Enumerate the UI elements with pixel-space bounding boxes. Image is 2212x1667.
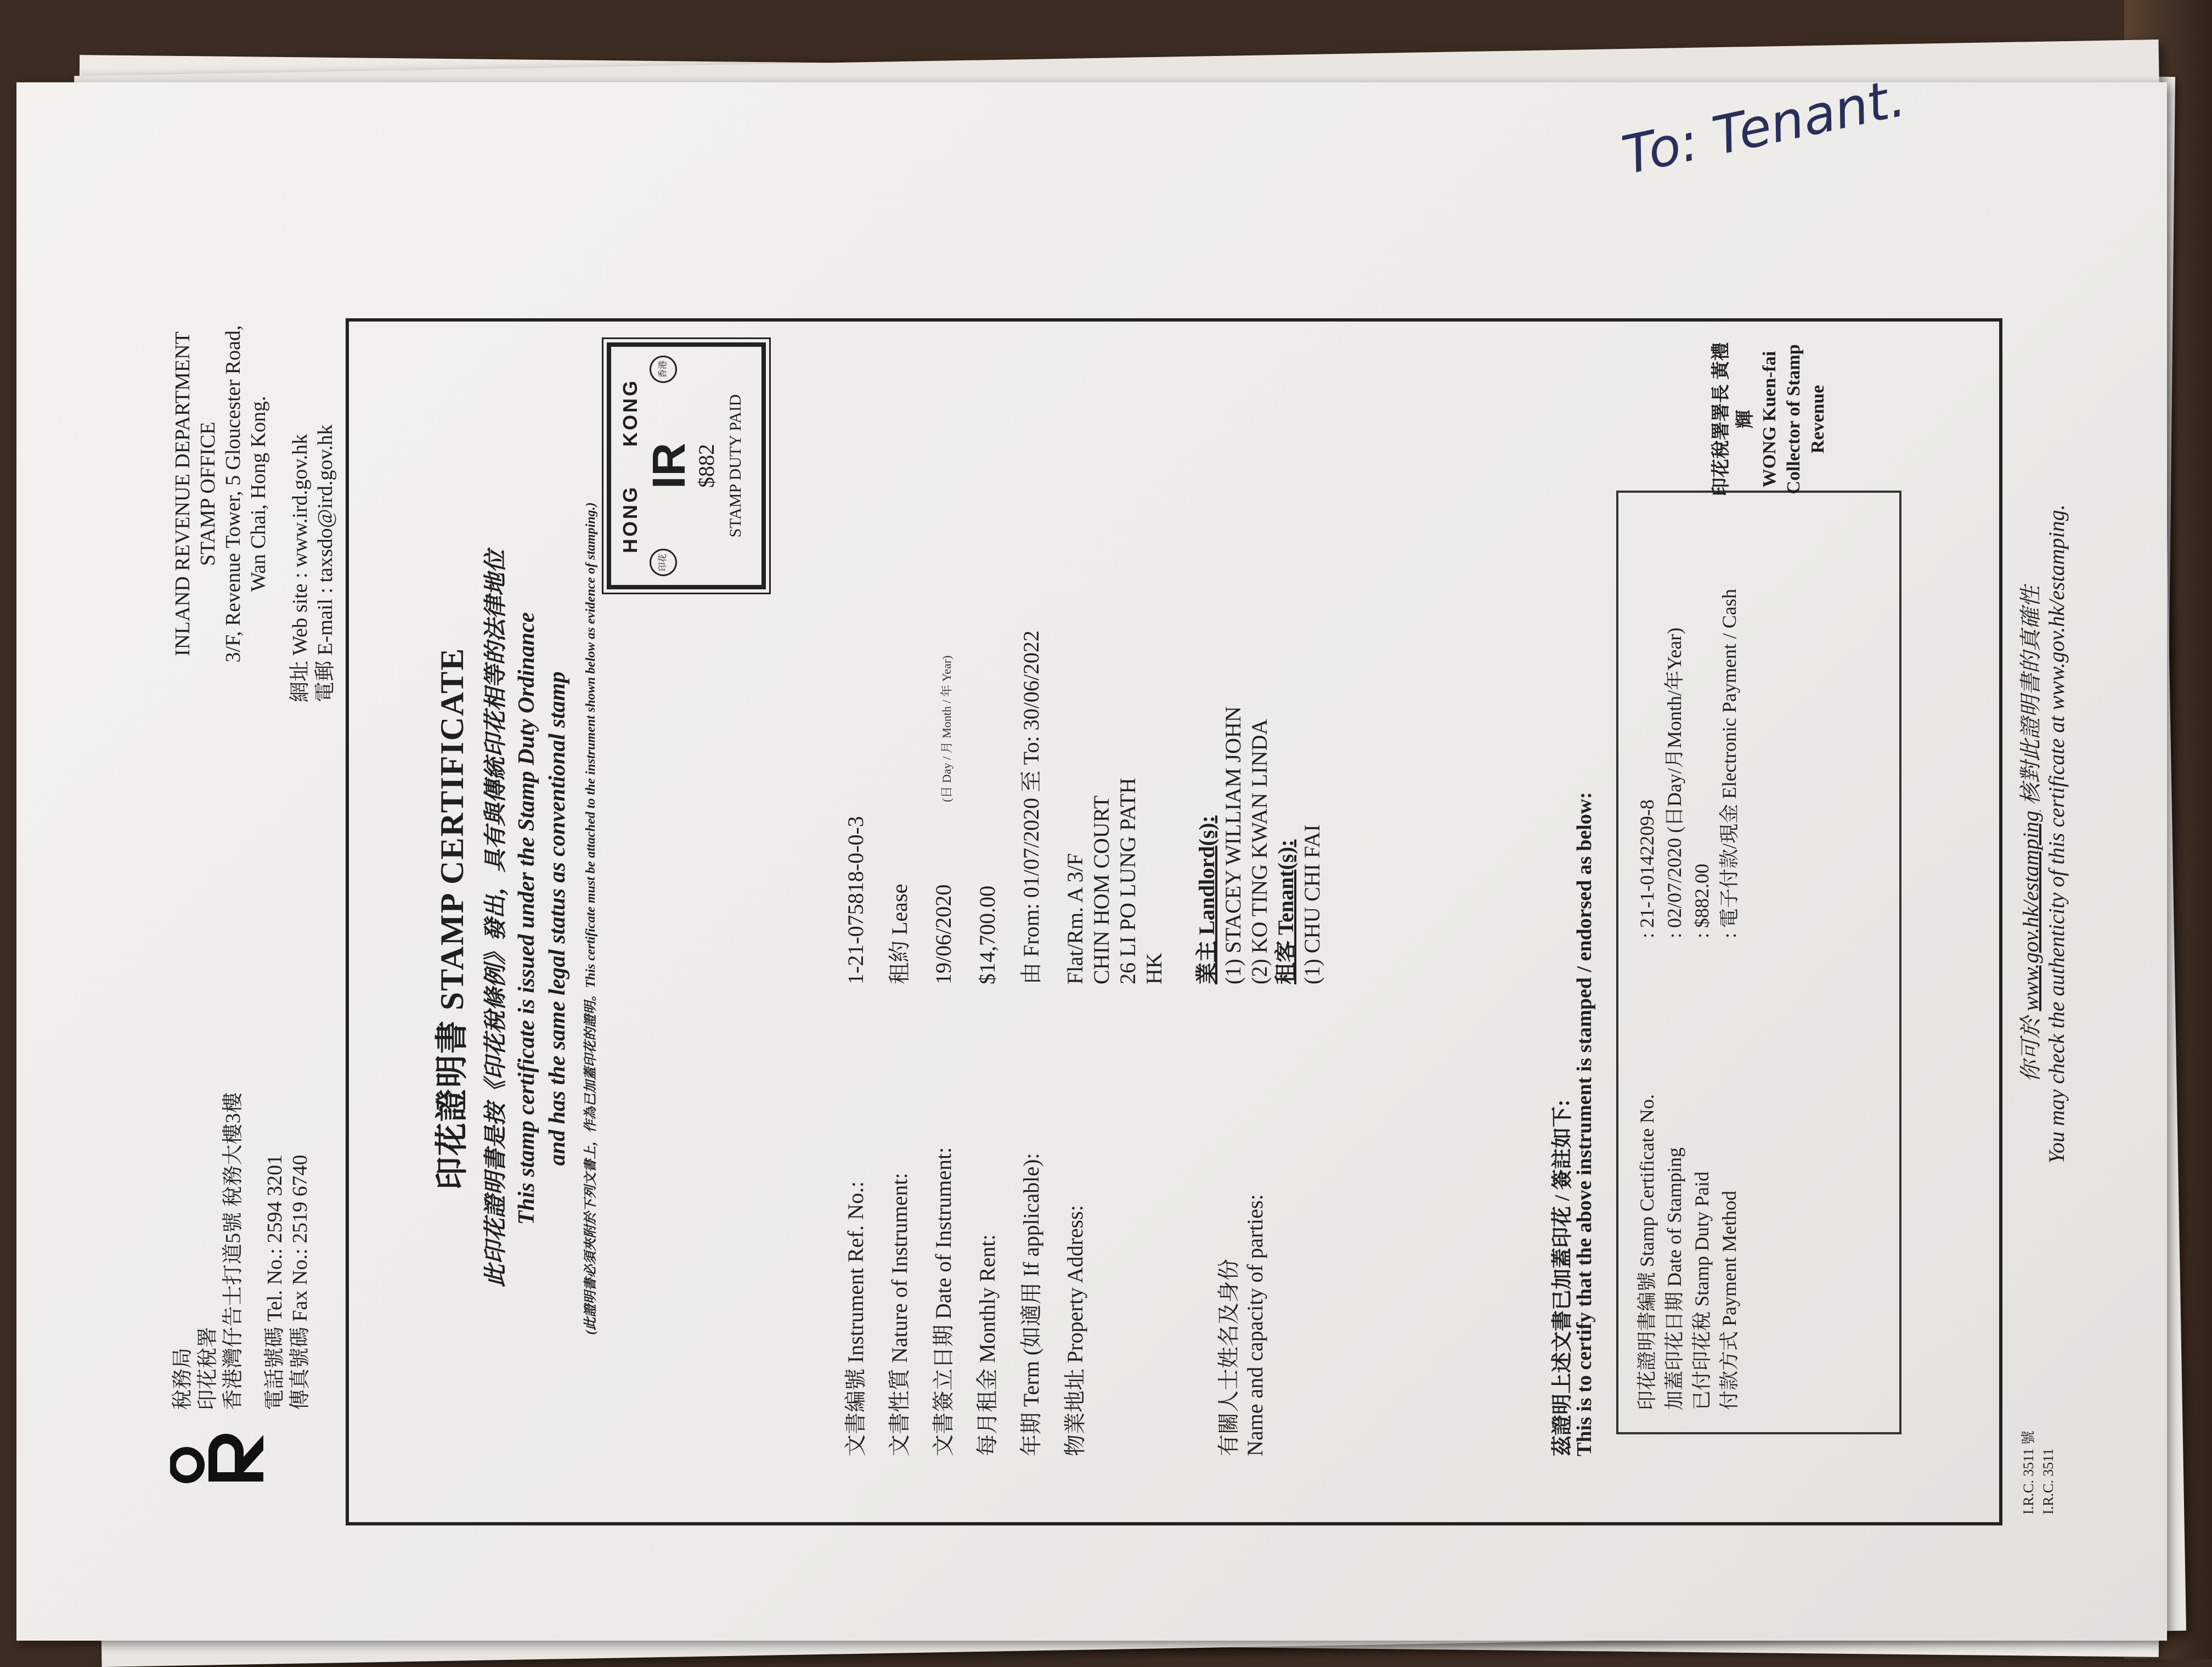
subtitle-en-1: This stamp certificate is issued under the Stamp Duty Ordinance	[514, 612, 539, 1225]
header-fax: 傳真號碼 Fax No.: 2519 6740	[289, 1154, 312, 1410]
ird-logo-icon	[170, 1421, 263, 1487]
field-label: 文書性質 Nature of Instrument:	[887, 1173, 912, 1456]
parties-label: 有關人士姓名及身份 Name and capacity of parties:	[1216, 1194, 1267, 1456]
document-paper	[16, 66, 2167, 1641]
landlord-name: (1) STACEY WILLIAM JOHN	[1221, 706, 1245, 984]
subtitle-en-2: and has the same legal status as conventional stamp	[545, 671, 570, 1166]
certificate-page	[60, 121, 2123, 1602]
header-right	[170, 219, 338, 768]
certificate-box	[346, 318, 2002, 1525]
stamp-seal-left: 印花	[650, 549, 677, 576]
stamping-details-box: 印花證明書編號 Stamp Certificate No. : 21-1-0142209-8 加蓋印花日期 Date of Stamping : 02/07/2020 (日Day/月Month/年Year) 已付印花稅 Stamp Duty Paid : $882.00 付款方式 Payment Method : 電子付款/現金 Electronic Payment / Cash	[1616, 491, 1901, 1434]
verification-zh: 你可於 www.gov.hk/estamping 核對此證明書的真確性	[2018, 585, 2043, 1083]
header-email: 電郵 E-mail : taxsdo@ird.gov.hk	[314, 424, 337, 702]
field-value: 租約 Lease	[887, 883, 912, 984]
date-format-note: (日 Day / 月 Month / 年 Year)	[940, 655, 953, 802]
stamp-amount: $882	[694, 444, 719, 488]
field-label: 每月租金 Monthly Rent:	[975, 1234, 1000, 1456]
property-label: 物業地址 Property Address:	[1063, 1205, 1087, 1456]
collector-title: Collector of Stamp Revenue	[1784, 344, 1828, 494]
stamp-seal-right: 香港	[650, 356, 677, 383]
field-value: $14,700.00	[975, 886, 1000, 984]
header-zh-line: 稅務局	[171, 1347, 194, 1410]
verification-en: You may check the authenticity of this certificate at www.gov.hk/estamping.	[2044, 504, 2069, 1164]
collector-name: WONG Kuen-fai	[1759, 351, 1780, 488]
field-value: 1-21-075818-0-0-3	[843, 816, 868, 984]
subtitle-zh: 此印花證明書是按《印花稅條例》發出，具有與傳統印花相等的法律地位	[483, 550, 509, 1288]
tenant-name: (1) CHU CHI FAI	[1300, 824, 1324, 984]
certificate-title: 印花證明書 STAMP CERTIFICATE	[434, 647, 470, 1190]
certificate-subtitle	[481, 337, 573, 1500]
field-value: 由 From: 01/07/2020 至 To: 30/06/2022	[1019, 630, 1043, 984]
landlord-heading: 業主 Landlord(s):	[1194, 815, 1219, 984]
property-address: Flat/Rm. A 3/F CHIN HOM COURT 26 LI PO LUNG PATH HK	[1063, 778, 1166, 984]
header-tel: 電話號碼 Tel. No.: 2594 3201	[263, 1154, 286, 1410]
certify-zh: 茲證明上述文書已加蓋印花 / 簽註如下:	[1551, 1099, 1574, 1456]
tenant-heading: 租客 Tenant(s):	[1273, 839, 1298, 984]
field-label: 文書編號 Instrument Ref. No.:	[843, 1181, 868, 1456]
header-web: 網址 Web site : www.ird.gov.hk	[289, 433, 312, 702]
stamp-hk-text: HONG KONG	[619, 379, 641, 554]
header-zh-line: 印花稅署	[196, 1326, 219, 1410]
field-label: 文書簽立日期 Date of Instrument:	[931, 1147, 956, 1456]
collector-zh: 印花稅署署長 黃禮輝	[1711, 342, 1756, 497]
stamp-logo: IR	[643, 443, 695, 489]
header-zh-line: 香港灣仔告士打道5號 稅務大樓3樓	[222, 1092, 245, 1410]
landlord-name: (2) KO TING KWAN LINDA	[1247, 719, 1272, 984]
header-en-line: Wan Chai, Hong Kong.	[247, 396, 270, 592]
header-left	[170, 1092, 313, 1410]
form-number: I.R.C. 3511 號 I.R.C. 3511	[2021, 1431, 2056, 1514]
attachment-note: (此證明書必須夾附於下列文書上，作為已加蓋印花的證明。This certificate must be attached to the instrument shown below as evidence of stamping.)	[584, 502, 598, 1335]
handwritten-note: To: Tenant.	[1617, 66, 1911, 187]
header-en-line: STAMP OFFICE	[196, 421, 219, 566]
field-value: 19/06/2020 (日 Day / 月 Month / 年 Year)	[931, 655, 956, 984]
verification-link[interactable]: www.gov.hk/estamping	[2018, 810, 2043, 1011]
header-en-line: 3/F, Revenue Tower, 5 Gloucester Road,	[222, 325, 245, 663]
field-label: 年期 Term (如適用 If applicable):	[1019, 1153, 1043, 1456]
stamp-paid-label: STAMP DUTY PAID	[726, 394, 744, 538]
certify-en: This is to certify that the above instrument is stamped / endorsed as below:	[1573, 792, 1596, 1456]
parties-list	[1194, 271, 1325, 984]
header-en-line: INLAND REVENUE DEPARTMENT	[171, 331, 194, 656]
collector-signature-block	[1709, 337, 1830, 502]
stamp-duty-seal	[607, 342, 766, 589]
